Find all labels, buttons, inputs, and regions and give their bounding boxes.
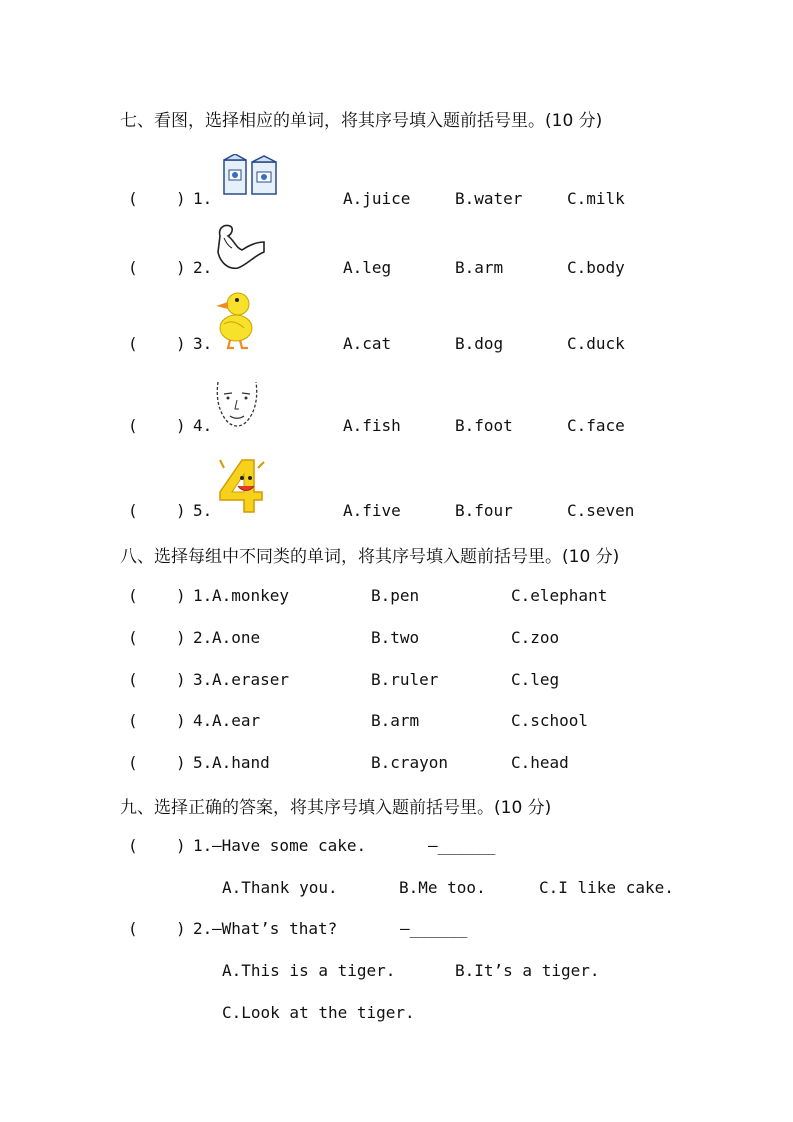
option-a: A.ear: [212, 711, 261, 730]
option-c: C.body: [567, 258, 625, 277]
dialogue-prompt: —What’s that?: [212, 919, 338, 938]
option-a: A.leg: [343, 258, 392, 277]
number-four-icon: [212, 456, 266, 516]
option-a: A.juice: [343, 189, 411, 208]
answer-paren-close: ): [176, 501, 186, 520]
answer-paren-close: ): [176, 334, 186, 353]
option-a: A.hand: [212, 753, 270, 772]
option-c: C.leg: [511, 670, 560, 689]
answer-paren-open[interactable]: (: [128, 334, 138, 353]
answer-paren-close: ): [176, 586, 186, 605]
dialogue-prompt: —Have some cake.: [212, 836, 367, 855]
answer-paren-open[interactable]: (: [128, 753, 138, 772]
answer-paren-open[interactable]: (: [128, 836, 138, 855]
option-b: B.pen: [371, 586, 420, 605]
option-a: A.This is a tiger.: [222, 961, 396, 980]
flexed-arm-icon: [214, 222, 266, 272]
answer-paren-close: ): [176, 711, 186, 730]
option-a: A.five: [343, 501, 401, 520]
answer-paren-open[interactable]: (: [128, 189, 138, 208]
dialogue-reply-blank: —______: [400, 919, 468, 938]
option-b: B.ruler: [371, 670, 439, 689]
question-number: 4.: [193, 416, 213, 435]
question-number: 3.: [193, 334, 213, 353]
answer-paren-open[interactable]: (: [128, 586, 138, 605]
answer-paren-open[interactable]: (: [128, 670, 138, 689]
question-number: 1.: [193, 836, 213, 855]
option-a: A.cat: [343, 334, 392, 353]
option-c: C.seven: [567, 501, 635, 520]
face-sketch-icon: [212, 376, 262, 430]
answer-paren-open[interactable]: (: [128, 628, 138, 647]
option-c: C.I like cake.: [539, 878, 674, 897]
question-number: 1.: [193, 586, 213, 605]
question-number: 2.: [193, 919, 213, 938]
question-number: 4.: [193, 711, 213, 730]
answer-paren-close: ): [176, 919, 186, 938]
answer-paren-open[interactable]: (: [128, 919, 138, 938]
section-7-heading: 七、看图，选择相应的单词，将其序号填入题前括号里。(10 分): [120, 111, 603, 131]
answer-paren-close: ): [176, 416, 186, 435]
answer-paren-open[interactable]: (: [128, 416, 138, 435]
option-c: C.milk: [567, 189, 625, 208]
answer-paren-open[interactable]: (: [128, 258, 138, 277]
option-b: B.arm: [371, 711, 420, 730]
option-c: C.elephant: [511, 586, 608, 605]
question-number: 5.: [193, 753, 213, 772]
option-c: C.Look at the tiger.: [222, 1003, 415, 1022]
option-c: C.duck: [567, 334, 625, 353]
option-a: A.monkey: [212, 586, 290, 605]
option-b: B.foot: [455, 416, 513, 435]
question-number: 3.: [193, 670, 213, 689]
option-a: A.eraser: [212, 670, 290, 689]
option-a: A.fish: [343, 416, 401, 435]
answer-paren-close: ): [176, 753, 186, 772]
option-b: B.two: [371, 628, 420, 647]
question-number: 5.: [193, 501, 213, 520]
option-a: A.one: [212, 628, 261, 647]
option-c: C.head: [511, 753, 569, 772]
question-number: 2.: [193, 628, 213, 647]
option-b: B.Me too.: [399, 878, 486, 897]
answer-paren-open[interactable]: (: [128, 711, 138, 730]
section-9-heading: 九、选择正确的答案，将其序号填入题前括号里。(10 分): [120, 798, 552, 818]
answer-paren-close: ): [176, 258, 186, 277]
option-b: B.crayon: [371, 753, 449, 772]
answer-paren-open[interactable]: (: [128, 501, 138, 520]
answer-paren-close: ): [176, 189, 186, 208]
yellow-duck-icon: [210, 290, 258, 352]
option-b: B.arm: [455, 258, 504, 277]
option-c: C.zoo: [511, 628, 560, 647]
option-a: A.Thank you.: [222, 878, 338, 897]
answer-paren-close: ): [176, 628, 186, 647]
option-c: C.school: [511, 711, 589, 730]
option-b: B.It’s a tiger.: [455, 961, 600, 980]
option-c: C.face: [567, 416, 625, 435]
dialogue-reply-blank: —______: [428, 836, 496, 855]
answer-paren-close: ): [176, 670, 186, 689]
section-8-heading: 八、选择每组中不同类的单词，将其序号填入题前括号里。(10 分): [120, 547, 620, 567]
option-b: B.water: [455, 189, 523, 208]
answer-paren-close: ): [176, 836, 186, 855]
option-b: B.dog: [455, 334, 504, 353]
question-number: 1.: [193, 189, 213, 208]
option-b: B.four: [455, 501, 513, 520]
question-number: 2.: [193, 258, 213, 277]
milk-cartons-icon: [220, 154, 280, 196]
